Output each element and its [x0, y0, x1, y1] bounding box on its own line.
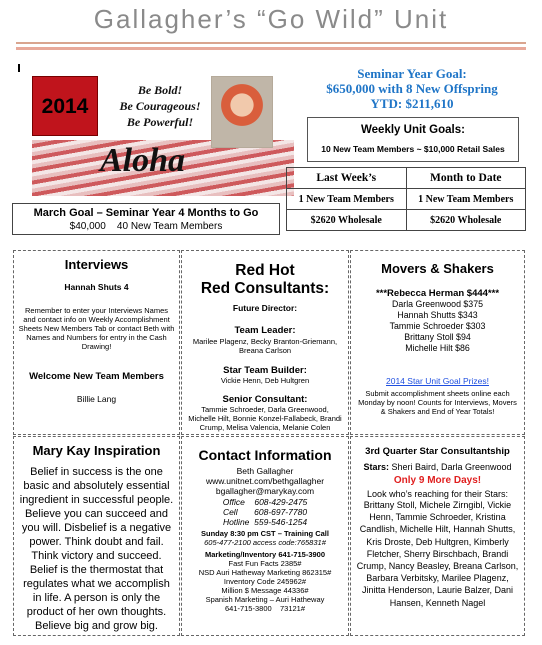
nsd-marketing: NSD Auri Hatheway Marketing 862315#: [198, 568, 332, 578]
motto-line: Be Powerful!: [126, 115, 194, 129]
weekly-goals-text: 10 New Team Members ~ $10,000 Retail Sales: [321, 144, 505, 154]
contact-heading: Contact Information: [198, 447, 332, 463]
star-heading: 3rd Quarter Star Consultantship: [365, 446, 510, 457]
inventory-code: Inventory Code 245962#: [223, 577, 307, 587]
new-members: Billie Lang: [76, 394, 117, 404]
text-cursor: [18, 64, 20, 72]
marketing-inventory: Marketing/Inventory 641-715-3900: [204, 550, 326, 560]
inspiration-box: [13, 436, 180, 636]
march-goal-sub: $40,000 40 New Team Members: [69, 221, 223, 232]
star-team-builders: Vickie Henn, Deb Hultgren: [220, 375, 310, 385]
stats-cell: 1 New Team Members: [287, 189, 407, 210]
movers-heading: Movers & Shakers: [381, 261, 494, 276]
movers-shakers-box: [350, 250, 525, 435]
contact-cell: Cell 608-697-7780: [222, 506, 308, 517]
header-rule-accent: [16, 47, 526, 50]
senior-consultants: Tammie Schroeder, Darla Greenwood, Michelle Hilt, Bonnie Konzel-Fallabeck, Brandi Crump, Melisa Valencia, Melanie Colen: [188, 404, 342, 432]
training-call: Sunday 8:30 pm CST – Training Call: [201, 529, 329, 539]
goal-line: Seminar Year Goal:: [357, 66, 467, 81]
star-consultantship-box: [350, 436, 525, 636]
year-badge: [32, 76, 98, 136]
training-call-number: 605-477-2100 access code:765831#: [204, 538, 326, 548]
movers-note: Submit accomplishment sheets online each Monday by noon! Counts for Interviews, Movers & Shakers and End of Year Totals!: [358, 389, 517, 416]
star-team-builder-label: Star Team Builder:: [223, 364, 307, 376]
welcome-heading: Welcome New Team Members: [29, 371, 164, 382]
movers-item: Hannah Shutts $343: [397, 310, 478, 320]
banner-aloha-text: Aloha: [100, 142, 186, 179]
movers-item: Darla Greenwood $375: [392, 299, 483, 309]
interviews-note: Remember to enter your Interviews Names and contact info on Weekly Accomplishment Sheets New Members Tab or contact Beth with Names and Numbers for entry in the Cash Drawing!: [18, 306, 175, 351]
header-rule: [16, 42, 526, 44]
future-director-label: Future Director:: [232, 303, 298, 313]
weekly-goals-box: [307, 117, 519, 162]
goal-line: YTD: $211,610: [370, 96, 454, 111]
stars-names: Sheri Baird, Darla Greenwood: [391, 462, 512, 472]
million-message: Million $ Message 44336#: [221, 586, 309, 596]
interviews-box: [13, 250, 180, 435]
march-goal-heading: March Goal – Seminar Year 4 Months to Go: [33, 207, 259, 219]
interviews-heading: Interviews: [64, 257, 129, 272]
spanish-marketing: Spanish Marketing – Auri Hatheway: [205, 595, 325, 605]
stars-line: [351, 462, 524, 472]
contact-site[interactable]: www.unitnet.com/bethgallagher: [205, 476, 325, 487]
inspiration-heading: Mary Kay Inspiration: [32, 443, 161, 458]
reaching-label: Look who’s reaching for their Stars:: [367, 489, 508, 499]
team-leader-label: Team Leader:: [234, 324, 296, 336]
director-photo: [211, 76, 273, 148]
days-left: Only 9 More Days!: [393, 475, 482, 486]
goal-line: $650,000 with 8 New Offspring: [326, 81, 498, 96]
movers-item: Michelle Hilt $86: [405, 343, 470, 353]
fast-fun-facts: Fast Fun Facts 2385#: [228, 559, 302, 569]
red-hot-heading-2: Red Consultants:: [200, 280, 330, 297]
banner-mottos: [108, 82, 212, 130]
spanish-number: 641-715-3800 73121#: [224, 604, 306, 614]
stars-label: Stars:: [363, 462, 389, 472]
contact-hotline: Hotline 559-546-1254: [222, 517, 308, 528]
stats-cell: $2620 Wholesale: [406, 210, 526, 231]
contact-box: [181, 436, 349, 636]
stats-header: Month to Date: [406, 168, 526, 189]
senior-consultant-label: Senior Consultant:: [222, 393, 308, 405]
stats-table: [286, 167, 526, 231]
movers-top: ***Rebecca Herman $444***: [375, 288, 500, 299]
stats-cell: $2620 Wholesale: [287, 210, 407, 231]
red-hot-heading: Red Hot: [235, 262, 295, 279]
interviews-top: Hannah Shuts 4: [64, 282, 129, 292]
newsletter-title: Gallagher’s “Go Wild” Unit: [93, 4, 449, 34]
team-leaders: Marilee Plagenz, Becky Branton-Griemann, Breana Carlson: [192, 336, 338, 355]
contact-name: Beth Gallagher: [236, 466, 294, 476]
stats-header: Last Week’s: [287, 168, 407, 189]
stats-cell: 1 New Team Members: [406, 189, 526, 210]
inspiration-quote: Belief in success is the one basic and absolutely essential ingredient in successful people. Believe you can succeed and you will. Disbelief is a negative power. Think doubt and fail. Think victory and succeed. Belief is the thermostat that regulates what we accomplish in life. A person is only the product of her own thoughts. Believe big and grow big.: [19, 466, 174, 632]
movers-item: Brittany Stoll $94: [404, 332, 471, 342]
contact-email[interactable]: bgallagher@marykay.com: [215, 486, 315, 497]
march-goal-box: [12, 203, 280, 235]
motto-line: Be Bold!: [137, 83, 183, 97]
reaching-names: Brittany Stoll, Michele Zirngibl, Vickie Henn, Tammie Schroeder, Kristina Candlish, Michelle Hilt, Hannah Shutts, Kris Droste, Deb Hultgren, Kimberly Fletcher, Sherry Birschbach, Brandi Crump, Nancy Beasley, Breana Carlson, Barbara Verbitsky, Marilee Plagenz, Jinitta Henderson, Laurie Balzer, Dani Hansen, Kenneth Nagel: [356, 500, 519, 608]
red-hot-box: [181, 250, 349, 435]
star-unit-prizes-link[interactable]: 2014 Star Unit Goal Prizes!: [386, 376, 489, 386]
year-text: 2014: [41, 95, 89, 118]
movers-item: Tammie Schroeder $303: [389, 321, 486, 331]
motto-line: Be Courageous!: [119, 99, 201, 113]
seminar-goal: [300, 66, 524, 111]
weekly-goals-heading: Weekly Unit Goals:: [361, 124, 465, 136]
contact-office: Office 608-429-2475: [222, 496, 308, 507]
